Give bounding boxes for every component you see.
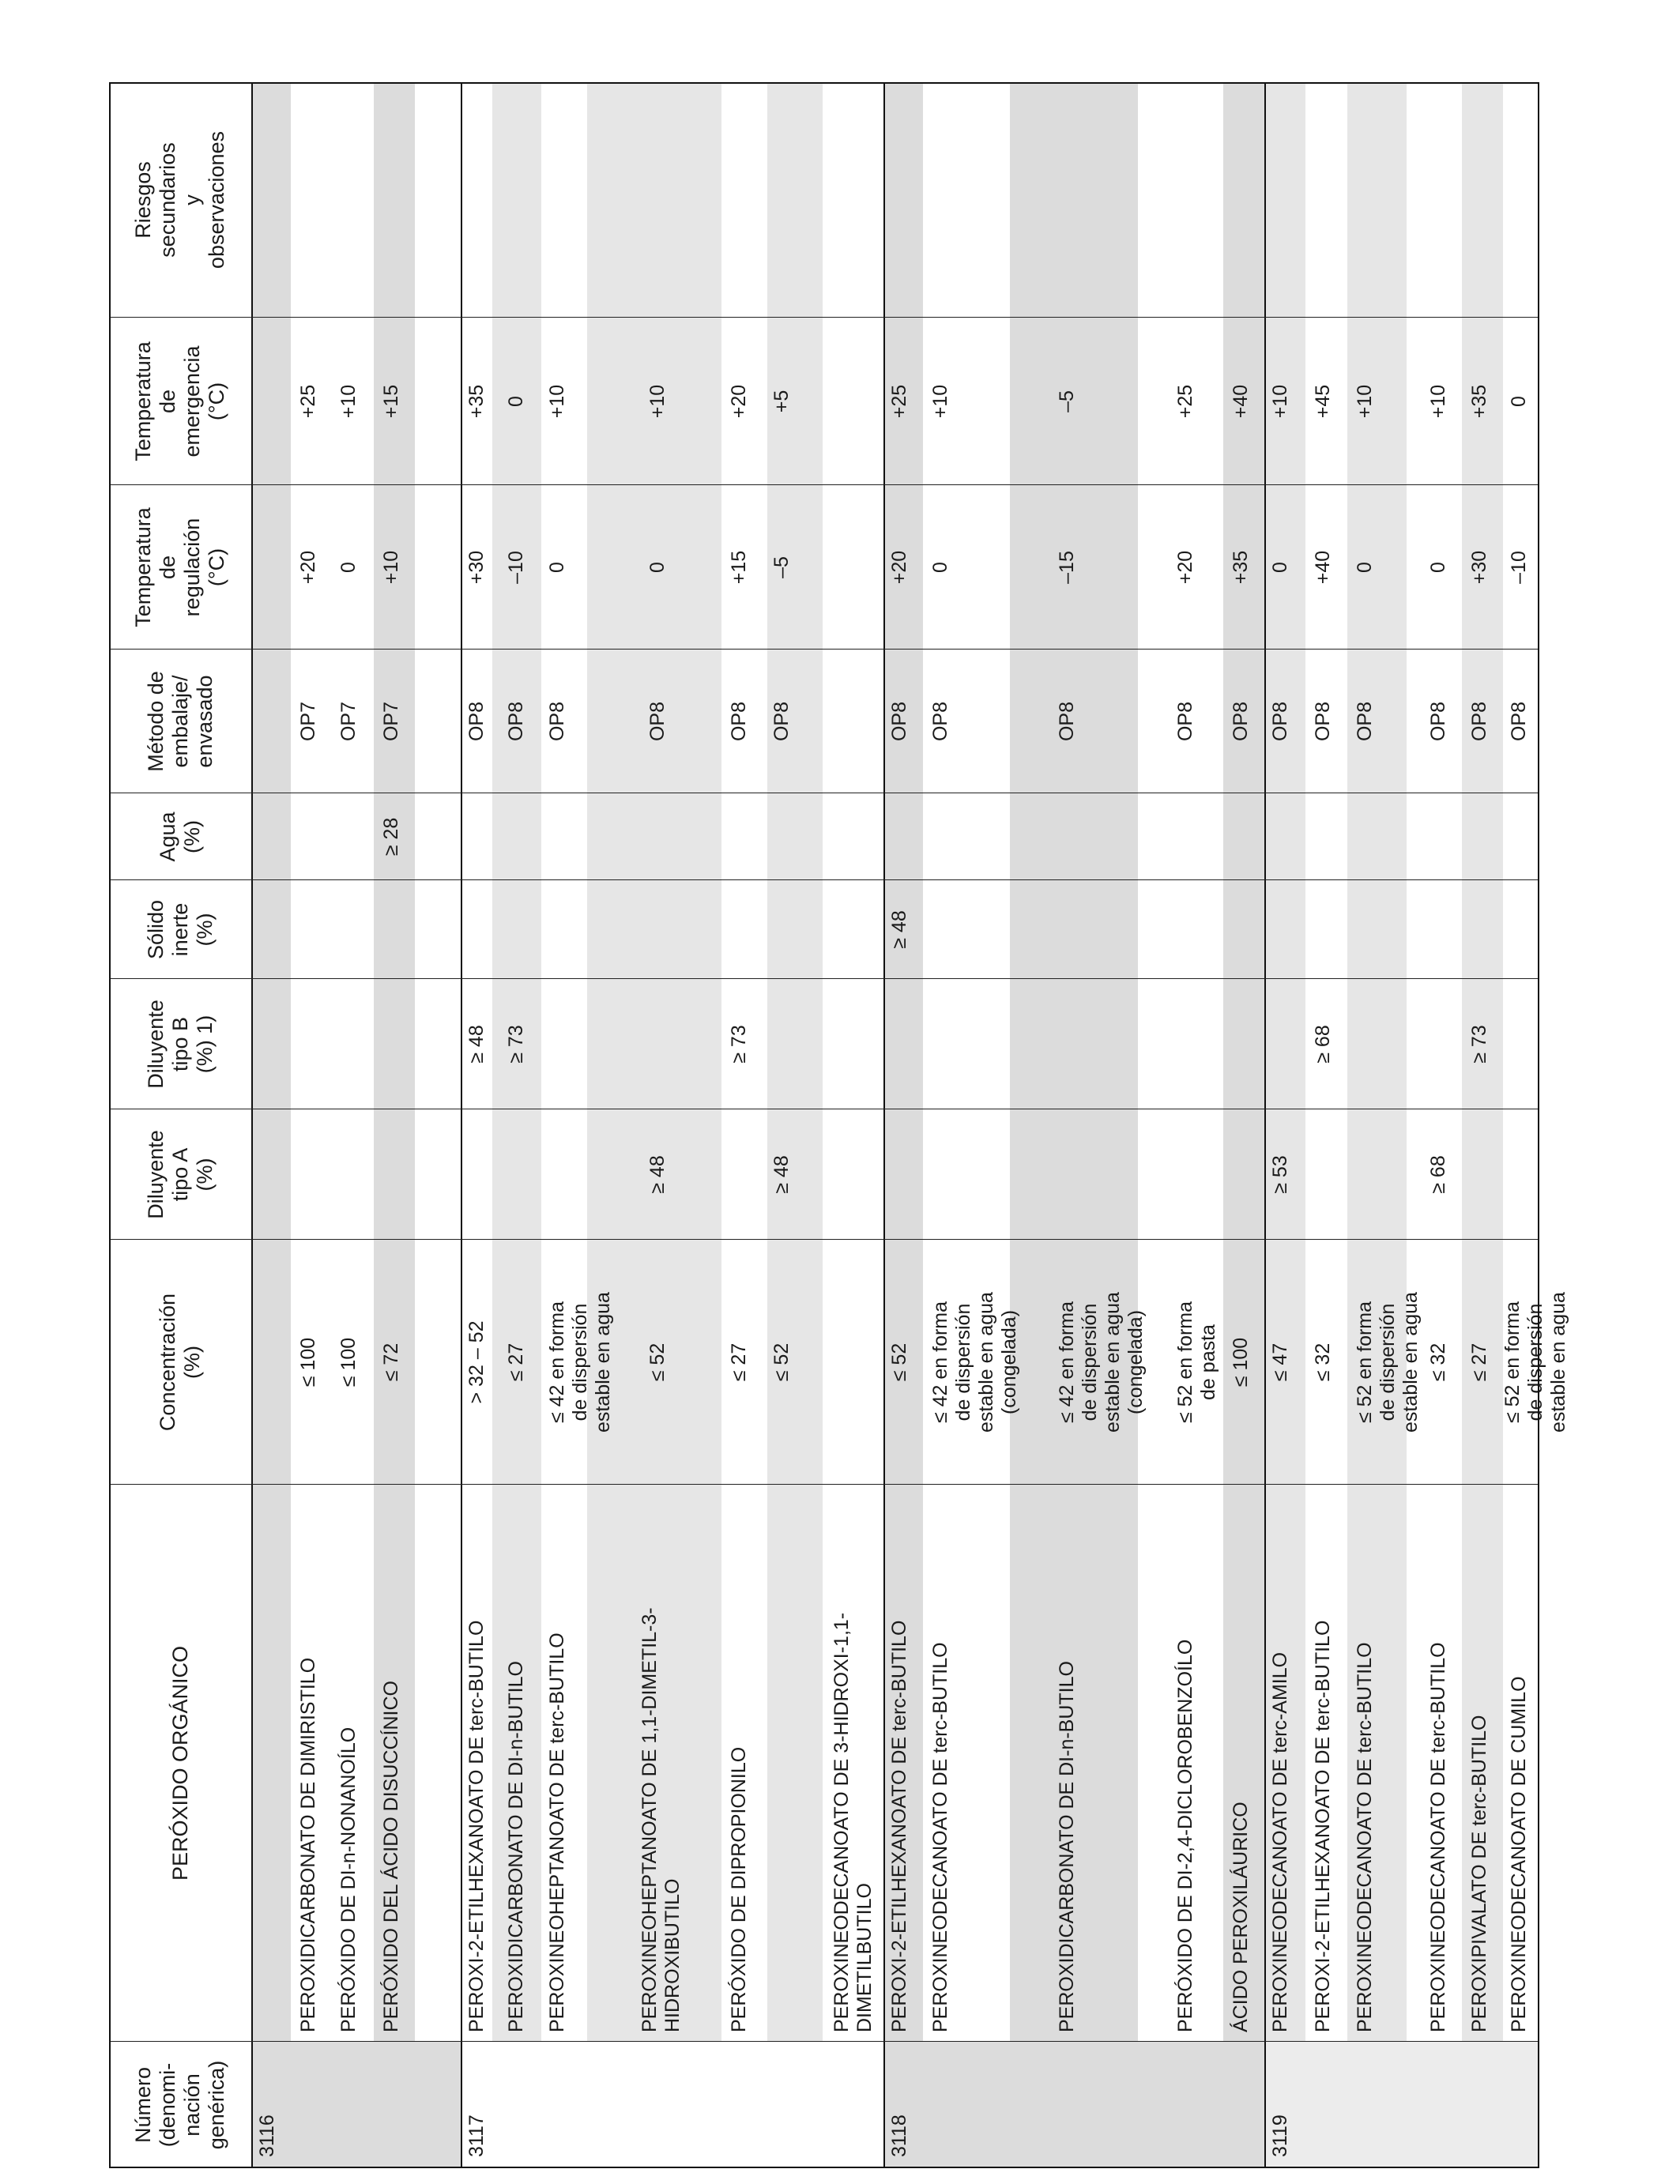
- row-t-emerg: 0: [1508, 396, 1530, 407]
- row-t-emerg: +10: [929, 384, 951, 419]
- row-name: PEROXINEODECANOATO DE terc-BUTILO: [1354, 1642, 1376, 2032]
- row-conc: ≤ 52 en forma de dispersión estable en agua: [1501, 1292, 1569, 1433]
- column-rule: [109, 484, 1539, 485]
- row-name: PEROXIPIVALATO DE terc-BUTILO: [1468, 1715, 1490, 2032]
- row-conc: ≤ 52: [888, 1342, 910, 1382]
- header-riesgos: Riesgos secundarios y observaciones: [131, 130, 228, 269]
- row-conc: ≤ 52 en forma de pasta: [1174, 1301, 1219, 1424]
- row-conc: ≤ 72: [380, 1342, 402, 1382]
- row-dil-a: ≥ 48: [770, 1155, 793, 1194]
- row-name: PERÓXIDO DEL ÁCIDO DISUCCÍNICO: [380, 1681, 402, 2032]
- row-conc: ≤ 52: [646, 1342, 669, 1382]
- row-t-reg: 0: [1354, 562, 1376, 573]
- header-metodo: Método de embalaje/ envasado: [143, 671, 217, 772]
- row-t-reg: +20: [297, 550, 319, 585]
- row-metodo: OP8: [770, 701, 793, 742]
- row-conc: ≤ 47: [1269, 1342, 1291, 1382]
- row-name: PEROXINEODECANOATO DE terc-BUTILO: [1427, 1642, 1449, 2032]
- column-rule: [109, 649, 1539, 650]
- number-column-bg: [1264, 2042, 1539, 2168]
- header-agua: Agua (%): [156, 811, 204, 862]
- row-name: PEROXINEOHEPTANOATO DE 1,1-DIMETIL-3- HIDROXIBUTILO: [638, 1607, 684, 2032]
- row-conc: ≤ 52 en forma de dispersión estable en agua: [1354, 1292, 1422, 1433]
- row-name: PERÓXIDO DE DI-2,4-DICLOROBENZOÍLO: [1174, 1639, 1196, 2032]
- row-metodo: OP8: [1354, 701, 1376, 742]
- row-name: PEROXINEODECANOATO DE CUMILO: [1508, 1676, 1530, 2032]
- header-temp-regulacion: Temperatura de regulación (°C): [131, 507, 228, 627]
- row-t-reg: 0: [929, 562, 951, 573]
- row-t-reg: 0: [646, 562, 669, 573]
- row-conc: ≤ 27: [1468, 1342, 1490, 1382]
- group-number: 3119: [1269, 2114, 1291, 2157]
- row-dil-b: ≥ 73: [728, 1025, 750, 1064]
- row-t-reg: +20: [1174, 550, 1196, 585]
- row-conc: > 32 – 52: [465, 1320, 488, 1404]
- column-rule: [109, 2041, 1539, 2042]
- row-t-emerg: +25: [297, 384, 319, 419]
- row-metodo: OP8: [1312, 701, 1334, 742]
- header-numero: Número (denomi- nación genérica): [131, 2060, 228, 2150]
- group-number: 3117: [465, 2114, 488, 2157]
- row-t-reg: +10: [380, 550, 402, 585]
- header-concentracion: Concentración (%): [156, 1293, 204, 1432]
- row-metodo: OP8: [1427, 701, 1449, 742]
- row-name: PEROXINEODECANOATO DE terc-AMILO: [1269, 1651, 1291, 2032]
- row-conc: ≤ 100: [1230, 1337, 1252, 1388]
- row-conc: ≤ 100: [297, 1337, 319, 1388]
- row-t-reg: 0: [546, 562, 568, 573]
- peroxide-table: [109, 82, 1569, 2168]
- row-t-reg: 0: [337, 562, 360, 573]
- row-t-emerg: +10: [337, 384, 360, 419]
- row-metodo: OP8: [1230, 701, 1252, 742]
- row-metodo: OP7: [297, 701, 319, 742]
- group-number: 3116: [256, 2114, 278, 2157]
- row-t-emerg: +35: [465, 384, 488, 419]
- row-t-emerg: +45: [1312, 384, 1334, 419]
- row-conc: ≤ 42 en forma de dispersión estable en agua: [546, 1292, 614, 1433]
- header-diluyente-a: Diluyente tipo A (%): [143, 1130, 217, 1219]
- header-solido: Sólido inerte (%): [143, 899, 217, 960]
- row-metodo: OP7: [337, 701, 360, 742]
- row-dil-b: ≥ 73: [1468, 1025, 1490, 1064]
- row-conc: ≤ 27: [728, 1342, 750, 1382]
- row-name: PEROXIDICARBONATO DE DI-n-BUTILO: [1056, 1661, 1078, 2032]
- row-conc: ≤ 52: [770, 1342, 793, 1382]
- row-t-reg: –5: [770, 556, 793, 578]
- row-name: PEROXI-2-ETILHEXANOATO DE terc-BUTILO: [888, 1620, 910, 2032]
- row-metodo: OP8: [888, 701, 910, 742]
- row-t-emerg: +35: [1468, 384, 1490, 419]
- row-t-emerg: +40: [1230, 384, 1252, 419]
- row-name: PERÓXIDO DE DIPROPIONILO: [728, 1746, 750, 2032]
- row-metodo: OP8: [505, 701, 527, 742]
- rule: [251, 82, 253, 2168]
- row-t-reg: +35: [1230, 550, 1252, 585]
- row-t-reg: –10: [1508, 551, 1530, 584]
- row-name: PEROXIDICARBONATO DE DIMIRISTILO: [297, 1657, 319, 2032]
- column-rule: [109, 978, 1539, 979]
- row-name: PEROXINEODECANOATO DE terc-BUTILO: [929, 1642, 951, 2032]
- row-name: PEROXINEODECANOATO DE 3-HIDROXI-1,1- DIMETILBUTILO: [831, 1612, 876, 2032]
- row-dil-a: ≥ 53: [1269, 1155, 1291, 1194]
- row-metodo: OP8: [1468, 701, 1490, 742]
- row-t-emerg: +20: [728, 384, 750, 419]
- band: [251, 82, 291, 2168]
- rule: [883, 82, 885, 2168]
- row-metodo: OP8: [929, 701, 951, 742]
- row-metodo: OP8: [546, 701, 568, 742]
- group-number: 3118: [888, 2114, 910, 2157]
- header-diluyente-b: Diluyente tipo B (%) 1): [143, 1000, 217, 1089]
- row-conc: ≤ 42 en forma de dispersión estable en agua (congelada): [1056, 1292, 1147, 1433]
- row-t-emerg: 0: [505, 396, 527, 407]
- row-metodo: OP8: [1174, 701, 1196, 742]
- row-name: PEROXI-2-ETILHEXANOATO DE terc-BUTILO: [465, 1620, 488, 2032]
- row-dil-b: ≥ 68: [1312, 1025, 1334, 1064]
- row-t-emerg: +10: [1427, 384, 1449, 419]
- row-t-emerg: +10: [646, 384, 669, 419]
- row-t-reg: 0: [1269, 562, 1291, 573]
- header-temp-emergencia: Temperatura de emergencia (°C): [131, 341, 228, 461]
- row-conc: ≤ 32: [1427, 1342, 1449, 1382]
- row-t-reg: –10: [505, 551, 527, 584]
- row-metodo: OP7: [380, 701, 402, 742]
- row-t-emerg: +25: [1174, 384, 1196, 419]
- row-t-reg: 0: [1427, 562, 1449, 573]
- row-t-reg: –15: [1056, 551, 1078, 584]
- number-column-bg: [461, 2042, 883, 2168]
- header-peroxido: PERÓXIDO ORGÁNICO: [168, 1645, 192, 1881]
- row-t-reg: +40: [1312, 550, 1334, 585]
- row-conc: ≤ 100: [337, 1337, 360, 1388]
- row-name: PEROXI-2-ETILHEXANOATO DE terc-BUTILO: [1312, 1620, 1334, 2032]
- row-metodo: OP8: [465, 701, 488, 742]
- row-t-reg: +20: [888, 550, 910, 585]
- row-metodo: OP8: [646, 701, 669, 742]
- row-metodo: OP8: [728, 701, 750, 742]
- rule: [1264, 82, 1266, 2168]
- row-name: PEROXINEOHEPTANOATO DE terc-BUTILO: [546, 1632, 568, 2032]
- row-t-emerg: +10: [1269, 384, 1291, 419]
- column-rule: [109, 317, 1539, 318]
- row-metodo: OP8: [1508, 701, 1530, 742]
- row-metodo: OP8: [1056, 701, 1078, 742]
- row-conc: ≤ 32: [1312, 1342, 1334, 1382]
- row-t-reg: +30: [465, 550, 488, 585]
- row-t-emerg: +10: [1354, 384, 1376, 419]
- row-t-reg: +30: [1468, 550, 1490, 585]
- row-conc: ≤ 27: [505, 1342, 527, 1382]
- row-dil-a: ≥ 48: [646, 1155, 669, 1194]
- row-name: PERÓXIDO DE DI-n-NONANOÍLO: [337, 1726, 360, 2032]
- column-rule: [109, 879, 1539, 880]
- row-t-emerg: +10: [546, 384, 568, 419]
- row-dil-a: ≥ 68: [1427, 1155, 1449, 1194]
- row-t-reg: +15: [728, 550, 750, 585]
- row-agua: ≥ 28: [380, 817, 402, 857]
- row-t-emerg: +15: [380, 384, 402, 419]
- row-metodo: OP8: [1269, 701, 1291, 742]
- row-t-emerg: –5: [1056, 390, 1078, 412]
- row-t-emerg: +25: [888, 384, 910, 419]
- row-solido: ≥ 48: [888, 910, 910, 949]
- row-name: ÁCIDO PEROXILÁURICO: [1230, 1802, 1252, 2032]
- row-name: PEROXIDICARBONATO DE DI-n-BUTILO: [505, 1661, 527, 2032]
- row-dil-b: ≥ 48: [465, 1025, 488, 1064]
- rule: [461, 82, 462, 2168]
- row-conc: ≤ 42 en forma de dispersión estable en agua (congelada): [929, 1292, 1020, 1433]
- row-t-emerg: +5: [770, 390, 793, 413]
- row-dil-b: ≥ 73: [505, 1025, 527, 1064]
- column-rule: [109, 1239, 1539, 1240]
- column-rule: [109, 1484, 1539, 1485]
